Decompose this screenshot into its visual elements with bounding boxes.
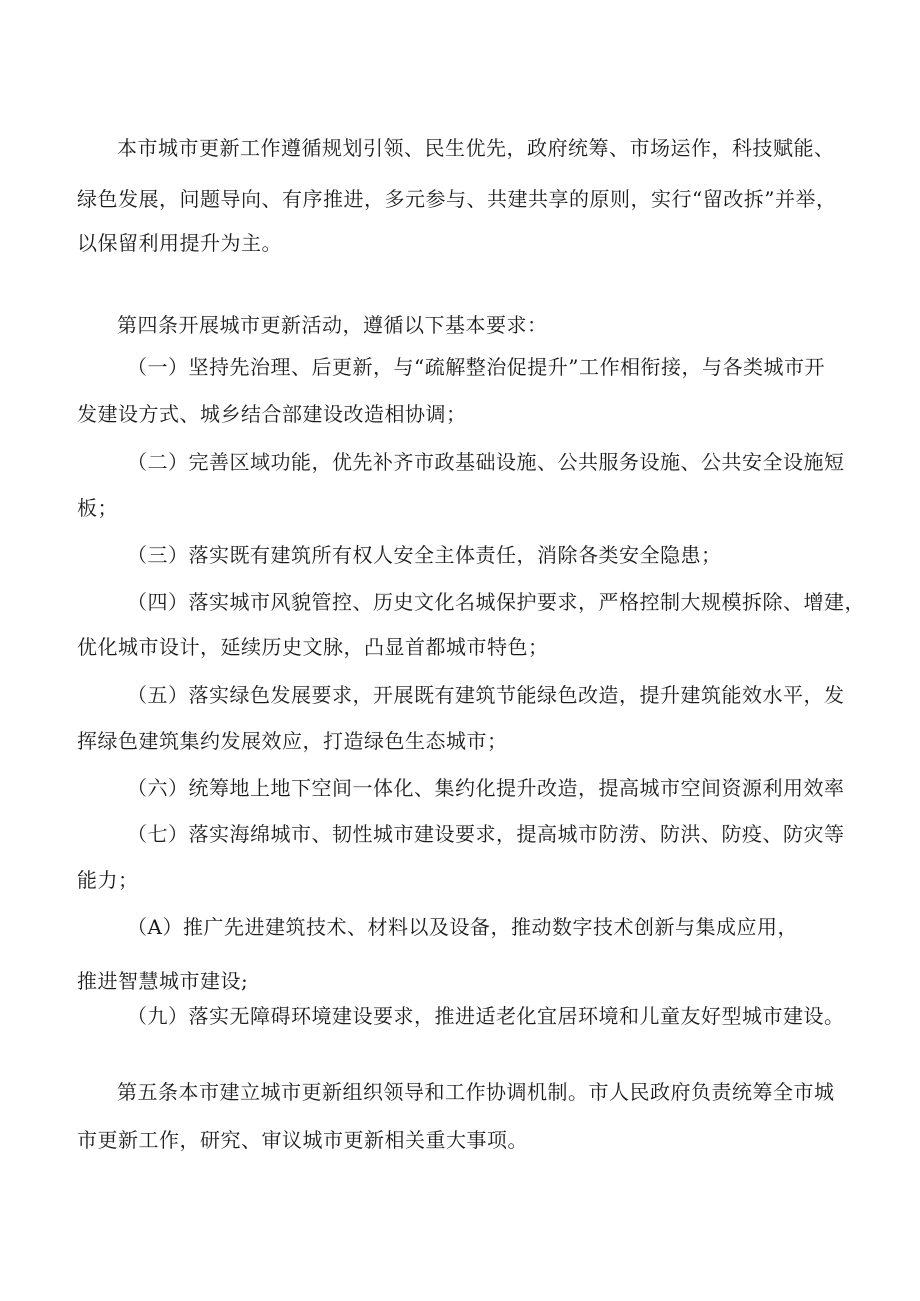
principles-line-2: 绿色发展，问题导向、有序推进，多元参与、共建共享的原则，实行“留改拆”并举， (77, 187, 837, 211)
article4-item1-line2: 发建设方式、城乡结合部建设改造相协调； (77, 402, 467, 426)
article4-item8-line1: （A）推广先进建筑技术、材料以及设备，推动数字技术创新与集成应用， (127, 915, 798, 939)
article5-line-2: 市更新工作，研究、审议城市更新相关重大事项。 (77, 1128, 528, 1152)
article5-line-1: 第五条本市建立城市更新组织领导和工作协调机制。市人民政府负责统筹全市城 (117, 1080, 835, 1104)
article4-item7-line2: 能力； (77, 868, 139, 892)
article4-item9-line1: （九）落实无障碍环境建设要求，推进适老化宜居环境和儿童友好型城市建设。 (127, 1004, 845, 1028)
article4-item2-line1: （二）完善区域功能，优先补齐市政基础设施、公共服务设施、公共安全设施短 (127, 450, 845, 474)
principles-line-1: 本市城市更新工作遵循规划引领、民生优先，政府统筹、市场运作，科技赋能、 (117, 136, 835, 160)
article4-item3-line1: （三）落实既有建筑所有权人安全主体责任，消除各类安全隐患； (127, 543, 722, 567)
article4-item5-line1: （五）落实绿色发展要求，开展既有建筑节能绿色改造，提升建筑能效水平，发 (127, 683, 845, 707)
principles-line-3: 以保留利用提升为主。 (77, 231, 282, 255)
article4-item5-line2: 挥绿色建筑集约发展效应，打造绿色生态城市； (77, 729, 508, 753)
article4-item2-line2: 板； (77, 496, 118, 520)
article4-item7-line1: （七）落实海绵城市、韧性城市建设要求，提高城市防涝、防洪、防疫、防灾等 (127, 822, 845, 846)
article4-item8-line2: 推进智慧城市建设; (77, 969, 249, 993)
article4-heading: 第四条开展城市更新活动，遵循以下基本要求： (117, 313, 548, 337)
article4-item1-line1: （一）坚持先治理、后更新，与“疏解整治促提升”工作相衔接，与各类城市开 (127, 355, 825, 379)
article4-item4-line2: 优化城市设计，延续历史文脉，凸显首都城市特色； (77, 635, 549, 659)
article4-item6-line1: （六）统筹地上地下空间一体化、集约化提升改造，提高城市空间资源利用效率 (127, 776, 845, 800)
article4-item4-line1: （四）落实城市风貌管控、历史文化名城保护要求，严格控制大规模拆除、增建， (127, 590, 865, 614)
